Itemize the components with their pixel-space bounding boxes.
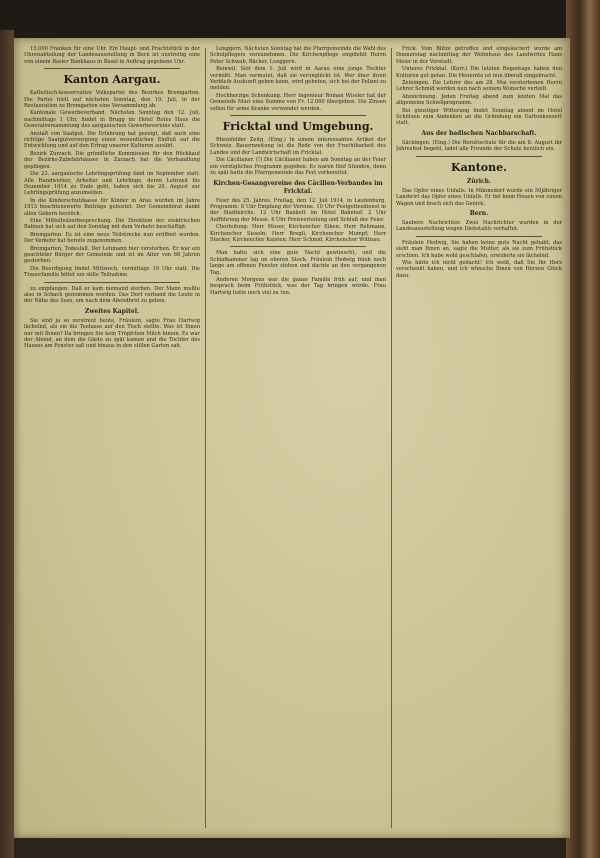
column-2 [210, 46, 386, 830]
article-paragraph: Säckingen. (Eing.) Die Berufsschule für die am 8. August ihr Jahresfest begeht, ladet alle Freunde der Schule herzlich ein. [396, 139, 562, 153]
column-rule [205, 48, 206, 828]
article-paragraph: Lenggern. Nächsten Sonntag hat die Pfarrgemeinde die Wahl des Schulpflegers vorzunehmen. Die Kirchenpflege empfiehlt Herrn Peter Schwab, Bäcker, Lenggern. [210, 46, 386, 65]
section-heading-fricktal: Fricktal und Umgebung. [222, 120, 374, 134]
article-paragraph: Beinwil. Seit dem 1. Juli wird in Aarau eine junge Tochter vermißt. Man vermutet, daß sie verunglückt ist. Wer über ihren Verbleib Auskunft geben kann, wird gebeten, sich bei der Polizei zu melden. [210, 66, 386, 92]
article-paragraph: Bremgarten. Es ist eine neue Teilstrecke nun eröffnet worden. Der Verkehr hat bereits zugenommen. [24, 231, 200, 245]
article-paragraph: Bei günstiger Witterung findet Sonntag abend im Hotel Schützen zum Andenken an die Gründung ein Gartenkonzert statt. [396, 107, 562, 127]
article-paragraph: Hochherzige Schenkung. Herr Ingenieur Roman Wissler hat der Gemeinde Muri eine Summe von Fr. 12.000 übergeben. Die Zinsen sollen für arme Kranke verwendet werden. [210, 92, 386, 112]
story-paragraph: Sie sind ja so zerstreut heute, Fräulein, sagte Frau Hartwig lächelnd, als sie die Teetasse auf den Tisch stellte. Was ist Ihnen nur mit Ihnen? Da bringen Sie kein Tröpfchen Milch hinein. Es war der Abend, an dem die Gäste zu spät kamen und die Tochter des Hauses am Fenster saß und hinaus in den stillen Garten sah. [24, 317, 200, 350]
subheading-zurich: Zürich. [466, 177, 492, 185]
article-paragraph: Saubere Nachrichter. Zwei Nachrichter wurden in der Landesausstellung wegen Diebstahls verhaftet. [396, 219, 562, 233]
article-paragraph: Die 23. aargauische Lehrlingsprüfung fand im September statt. Alle Handwerker, Arbeiter und Lehrlinge, deren Lehrzeit bis Dezember 1914 zu Ende geht, haben sich bis 20. August zur Lehrlingsprüfung anzumelden. [24, 171, 200, 197]
column-3 [396, 46, 562, 830]
article-paragraph: Bezirk Zurzach. Die gründliche Kommission für den Rückkauf der Bezirks-Zubehörhäuser in Zurzach hat die Verhandlung gepflogen. [24, 150, 200, 170]
article-paragraph: Feier des 25. Jahres. Freitag, den 12. Juli 1914, in Laufenburg. Programm: 8 Uhr Empfang der Vereine. 10 Uhr Festgottesdienst in der Stadtkirche. 12 Uhr Bankett im Hotel Bahnhof. 2 Uhr Aufführung der Messe. 4 Uhr Preisverteilung und Schluß der Feier. [210, 197, 386, 223]
subheading-cecilia: Kirchen-Gesangvereine des Cäcilien-Verbandes im Fricktal. [213, 179, 383, 195]
article-paragraph: Bremgarten, Todesfall. Der Lehmann hier verstorben. Er war ein geachteter Bürger der Gemeinde und ist im Alter von 68 Jahren gestorben. [24, 245, 200, 265]
divider [416, 156, 542, 157]
article-paragraph: zu empfangen. Daß er kam niemand sterben. Der Mann mußte also in Schach genommen werden. Das Dorf verband die Leute in der Nähe des Sees, um nach dem Abendbrot zu gehen. [24, 285, 200, 305]
dark-background-top [0, 0, 600, 40]
newspaper-page [14, 38, 570, 838]
article-paragraph: Zeiningen. Die Lehrer des am 28. Mai verstorbenen Herrn Lehrer Schmid werden nun nach seinem Wunsche verteilt. [396, 80, 562, 93]
divider [230, 246, 366, 247]
divider [44, 282, 180, 283]
article-paragraph: Anstalt von Saatgut. Die Erfahrung hat gezeigt, daß auch eine richtige Saatgutversorgung einen wesentlichen Einfluß auf die Entwicklung und auf den Ertrag unserer Kulturen ausübt. [24, 130, 200, 150]
subheading-bern: Bern. [469, 209, 489, 217]
article-paragraph: Chorleitung: Herr Moser, Kirchenchor Eiken; Herr Rehmann, Kirchenchor Sisseln; Herr Brogli, Kirchenchor Mumpf; Herr Stocker, Kirchenchor Kaisten; Herr Schmid, Kirchenchor Wittnau. [210, 224, 386, 243]
article-paragraph: Eine Mittelholzerbesprechung. Die Direktion der elektrischen Bahnen hat sich auf den Sonntag mit dem Verkehr beschäftigt. [24, 217, 200, 231]
article-paragraph: In die Kinderschutzkasse für Kinder in Arau wurden im Jahre 1913 beachtenswerte Beiträge geleistet. Der Gemeinderat dankt allen Gebern herzlich. [24, 197, 200, 217]
article-paragraph: Katholisch-konservative Volkspartei des Bezirkes Bremgarten. Die Partei hielt auf nächsten Sonntag, den 19. Juli, in der Restauration zu Bremgarten eine Versammlung ab. [24, 90, 200, 110]
column-1 [24, 46, 200, 830]
section-heading-kantone: Kantone. [451, 160, 507, 174]
article-paragraph: Kantonale Gewerbeverband. Nächsten Sonntag den 12. Juli, nachmittags 1 Uhr, findet in Brugg im Hotel Rotes Haus die Generalversammlung des aargauischen Gewerbevereins statt. [24, 110, 200, 130]
book-binding-right [566, 0, 600, 858]
article-paragraph: Frick. Vom Blitze getroffen und eingeäschert wurde am Donnerstag nachmittag der Wohnhaus des Landwirtes Hans Meier in der Vorstadt. [396, 46, 562, 65]
book-binding-left [0, 30, 14, 858]
article-paragraph: Die Cäcilianer. (!) Die Cäcilianer haben am Sonntag an der Feier ein vorzügliches Programm gegeben. Es waren fünf Stunden, denn zu spät hatte die Pfarrgemeinde das Fest vorbereitet. [210, 157, 386, 177]
story-paragraph: Man hatte sich eine gute Nacht gewünscht, und die Schlafkammer lag im oberen Stock. Fräulein Hedwig blieb noch lange am offenen Fenster stehen und dachte an den vergangenen Tag. [210, 250, 386, 276]
article-paragraph: Das Opfer eines Unfalls. In Männedorf wurde ein 50jähriger Landwirt das Opfer eines Unfalls. Er fiel beim Heuen von einem Wagen und brach sich das Genick. [396, 187, 562, 207]
column-rule [391, 48, 392, 828]
divider [416, 236, 542, 237]
story-paragraph: Fräulein Hedwig, Sie haben keine gute Nacht gehabt, das sieht man Ihnen an, sagte die Mutter, als sie zum Frühstück erschien. Ich habe wohl geschlafen, erwiderte sie lächelnd. [396, 239, 562, 259]
article-paragraph: Abzeichnung. Jeden Freitag abend zum letzten Mal das allgemeine Schießprogramm. [396, 93, 562, 107]
article-paragraph: 15.000 Franken für eine Uhr. Ein Haupt- und Prachtstück in der Uhrenabteilung der Landesausstellung in Bern ist unstreitig eine von einem Basler Bankhaus in Basel in Auftrag gegebene Uhr. [24, 46, 200, 65]
article-paragraph: Unteres Fricktal. (Korr.) Die letzten Regentage haben den Kulturen gut getan. Die Heuernte ist nun überall eingebracht. [396, 66, 562, 79]
article-paragraph: Rheinfelder Zeitg. (Eing.) In einem interessanten Artikel der Schweiz. Bauernzeitung ist die Rede von der Fruchtbarkeit des Landes und der Landwirtschaft im Fricktal. [210, 137, 386, 156]
divider [230, 115, 366, 116]
divider [44, 68, 180, 69]
story-chapter-title: Zweites Kapitel. [84, 307, 140, 315]
subheading-baden: Aus der badischen Nachbarschaft. [421, 129, 537, 137]
section-heading-aargau: Kanton Aargau. [63, 73, 161, 87]
story-paragraph: Wie hätte ich nicht gedacht! Ich weiß, daß Sie Ihr Herz verschenkt haben, und ich wünsche Ihnen von Herzen Glück dazu. [396, 259, 562, 279]
story-paragraph: Anderen Morgens war die ganze Familie früh auf, und man besprach beim Frühstück, was der Tag bringen würde. Frau Hartwig hatte noch viel zu tun. [210, 276, 386, 296]
article-paragraph: Die Beerdigung findet Mittwoch, vormittags 10 Uhr statt. Die Trauerfamilie bittet um stille Teilnahme. [24, 265, 200, 279]
